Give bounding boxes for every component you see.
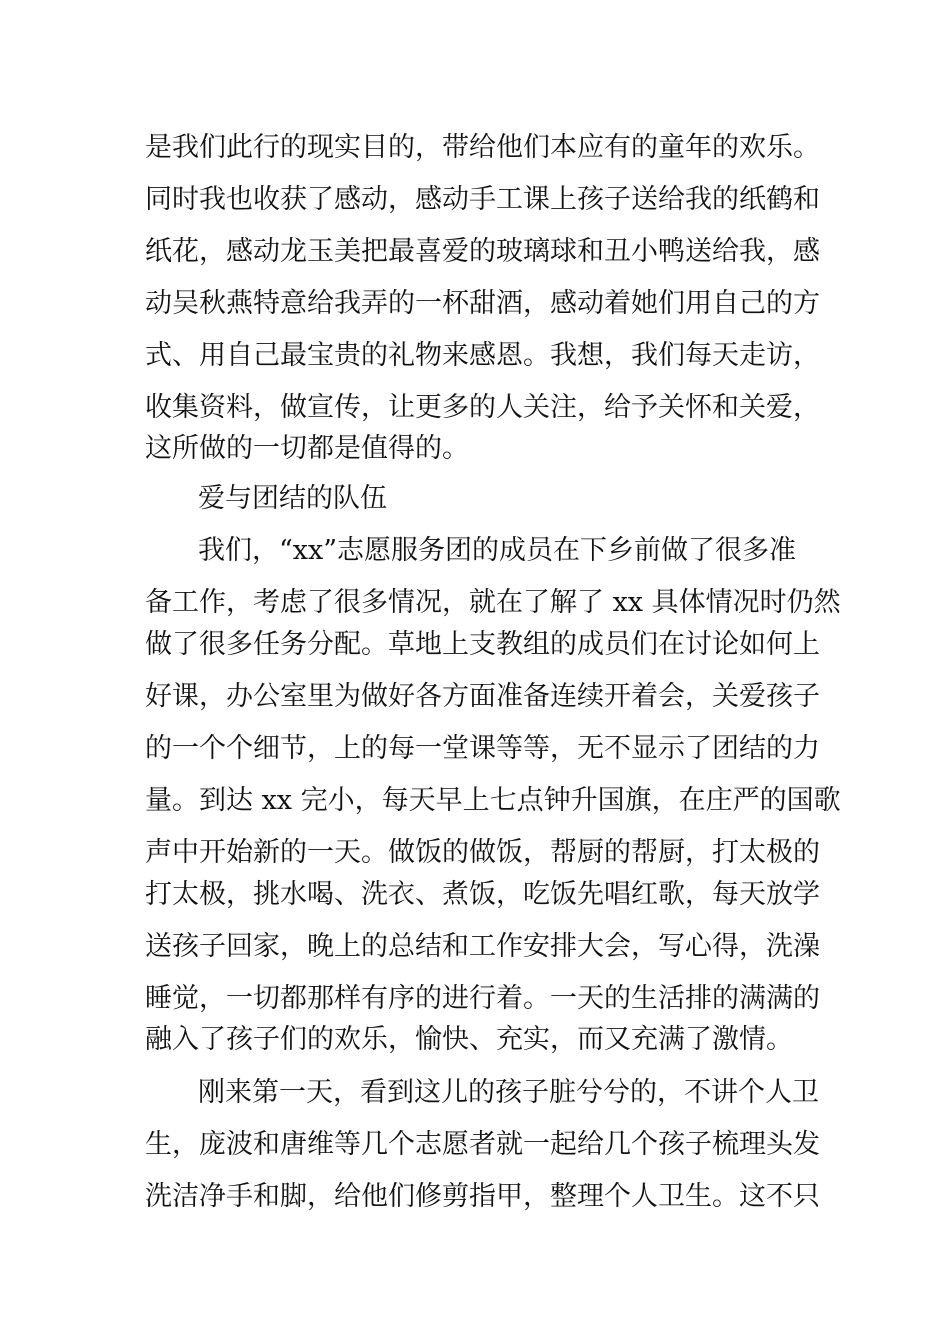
text-line: 备工作，考虑了很多情况，就在了解了 xx 具体情况时仍然 xyxy=(145,587,841,618)
text-line: 动吴秋燕特意给我弄的一杯甜酒，感动着她们用自己的方 xyxy=(145,288,820,319)
text-line: 融入了孩子们的欢乐，愉快、充实，而又充满了激情。 xyxy=(145,1024,793,1055)
paragraph-first-line: 我们，“xx”志愿服务团的成员在下乡前做了很多准 xyxy=(198,535,797,566)
paragraph-first-line: 刚来第一天，看到这儿的孩子脏兮兮的，不讲个人卫 xyxy=(198,1077,819,1108)
text-line: 洗洁净手和脚，给他们修剪指甲，整理个人卫生。这不只 xyxy=(145,1181,820,1212)
text-line: 的一个个细节，上的每一堂课等等，无不显示了团结的力 xyxy=(145,733,820,764)
text-line: 生，庞波和唐维等几个志愿者就一起给几个孩子梳理头发 xyxy=(145,1129,820,1160)
text-line: 同时我也收获了感动，感动手工课上孩子送给我的纸鹤和 xyxy=(145,184,820,215)
text-line: 睡觉，一切都那样有序的进行着。一天的生活排的满满的 xyxy=(145,983,820,1014)
text-line: 好课，办公室里为做好各方面准备连续开着会，关爱孩子 xyxy=(145,681,820,712)
text-line: 声中开始新的一天。做饭的做饭，帮厨的帮厨，打太极的 xyxy=(145,837,820,868)
text-line: 纸花，感动龙玉美把最喜爱的玻璃球和丑小鸭送给我，感 xyxy=(145,236,820,267)
text-line: 收集资料，做宣传，让更多的人关注，给予关怀和关爱， xyxy=(145,392,820,423)
text-line: 量。到达 xx 完小，每天早上七点钟升国旗，在庄严的国歌 xyxy=(145,785,841,816)
text-line: 做了很多任务分配。草地上支教组的成员们在讨论如何上 xyxy=(145,629,820,660)
text-line: 是我们此行的现实目的，带给他们本应有的童年的欢乐。 xyxy=(145,132,820,163)
section-heading: 爱与团结的队伍 xyxy=(198,483,387,514)
text-line: 这所做的一切都是值得的。 xyxy=(145,433,469,464)
text-line: 打太极，挑水喝、洗衣、煮饭，吃饭先唱红歌，每天放学 xyxy=(145,879,820,910)
text-line: 式、用自己最宝贵的礼物来感恩。我想，我们每天走访， xyxy=(145,340,820,371)
text-line: 送孩子回家，晚上的总结和工作安排大会，写心得，洗澡 xyxy=(145,931,820,962)
